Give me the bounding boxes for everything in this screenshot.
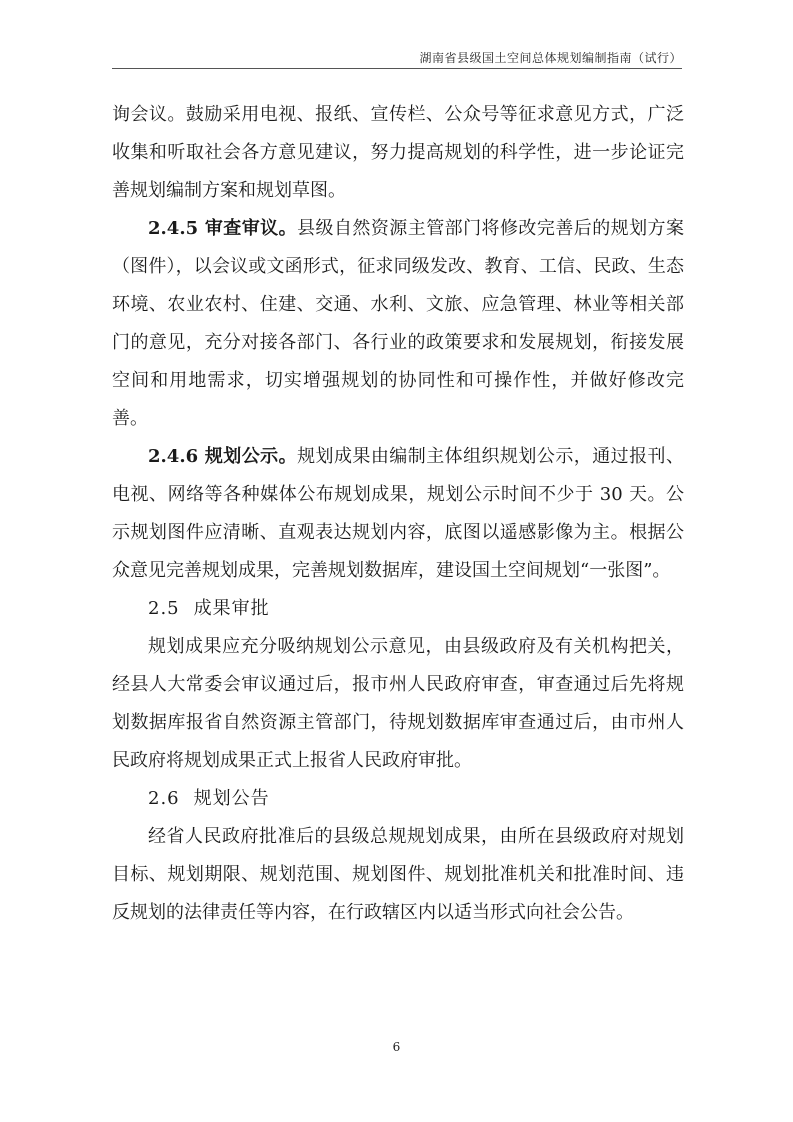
page-number: 6 <box>392 1040 401 1054</box>
section-2-4-5-text: 县级自然资源主管部门将修改完善后的规划方案（图件），以会议或文函形式，征求同级发改、教育、工信、民政、生态环境、农业农村、住建、交通、水利、文旅、应急管理、林业等相关部门的意见，充分对接各部门、各行业的政策要求和发展规划，衔接发展空间和用地需求，切实增强规划的协同性和可操作性，并做好修改完善。 <box>112 218 685 429</box>
section-2-4-6-heading: 2.4.6 规划公示。 <box>148 446 298 467</box>
section-2-5-heading <box>112 590 684 628</box>
section-2-5-title: 成果审批 <box>193 598 270 619</box>
section-2-4-5-heading: 2.4.5 审查审议。 <box>148 218 298 239</box>
section-2-6-title: 规划公告 <box>193 788 270 809</box>
section-2-4-5 <box>112 210 684 438</box>
section-2-6-text: 经省人民政府批准后的县级总规规划成果，由所在县级政府对规划目标、规划期限、规划范围、规划图件、规划批准机关和批准时间、违反规划的法律责任等内容，在行政辖区内以适当形式向社会公告。 <box>112 826 684 923</box>
section-2-4-6 <box>112 438 684 590</box>
section-2-6-heading <box>112 780 684 818</box>
section-2-4-6-text: 规划成果由编制主体组织规划公示，通过报刊、电视、网络等各种媒体公布规划成果，规划公示时间不少于 30 天。公示规划图件应清晰、直观表达规划内容，底图以遥感影像为主。根据公众意见完善规划成果，完善规划数据库，建设国土空间规划“一张图”。 <box>112 446 685 581</box>
document-body <box>112 96 684 932</box>
page-header <box>112 46 682 69</box>
section-2-5-text: 规划成果应充分吸纳规划公示意见，由县级政府及有关机构把关，经县人大常委会审议通过后，报市州人民政府审查，审查通过后先将规划数据库报省自然资源主管部门，待规划数据库审查通过后，由市州人民政府将规划成果正式上报省人民政府审批。 <box>112 636 684 771</box>
document-title: 湖南省县级国土空间总体规划编制指南（试行） <box>419 51 682 65</box>
paragraph-continuation: 询会议。鼓励采用电视、报纸、宣传栏、公众号等征求意见方式，广泛收集和听取社会各方意见建议，努力提高规划的科学性，进一步论证完善规划编制方案和规划草图。 <box>112 104 684 201</box>
section-2-6-number: 2.6 <box>148 788 180 809</box>
section-2-5-number: 2.5 <box>148 598 180 619</box>
